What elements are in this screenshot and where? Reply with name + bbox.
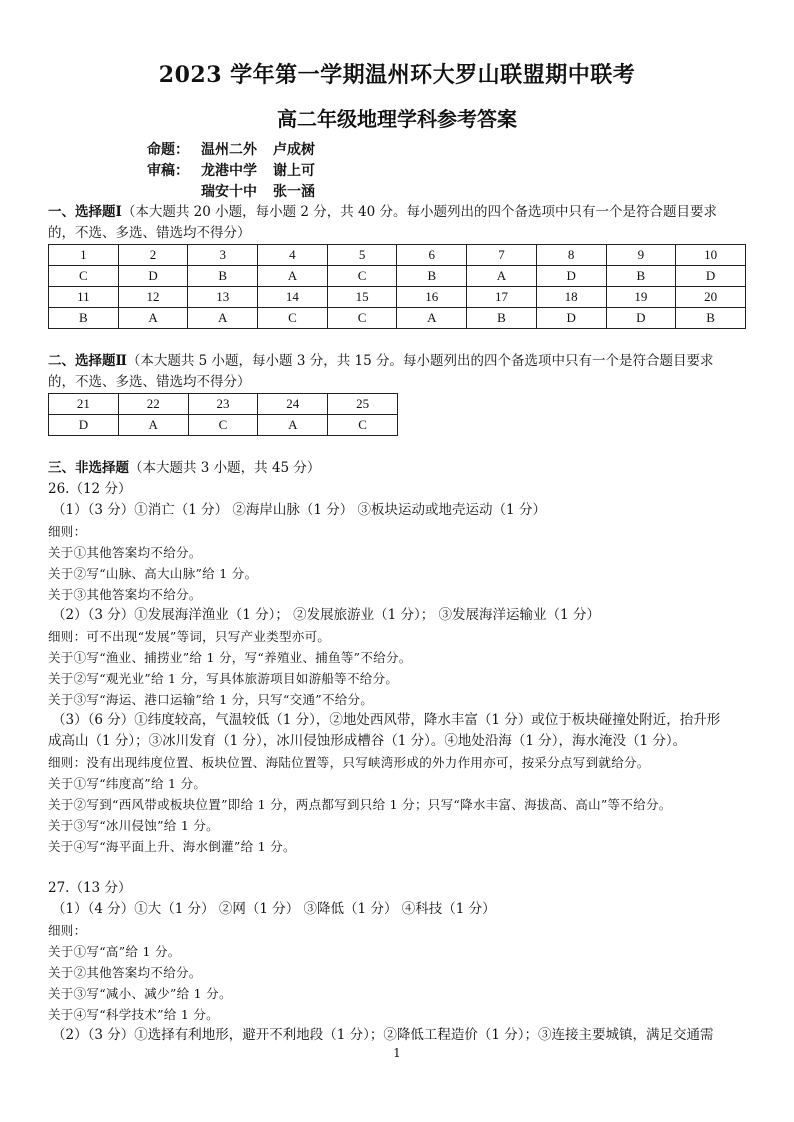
section2-desc: （本大题共 5 小题，每小题 3 分，共 15 分。每小题列出的四个备选项中只有一个是符合题目要求 (126, 353, 714, 369)
grading-note-line: 关于③写“减小、减少”给 1 分。 (48, 986, 232, 1001)
table-cell: 16 (397, 287, 467, 308)
table-cell: B (676, 308, 746, 329)
table-cell: 4 (258, 245, 328, 266)
grading-note-line: 关于③写“冰川侵蚀”给 1 分。 (48, 818, 219, 833)
grading-note-line: 关于①其他答案均不给分。 (48, 545, 202, 560)
section2-heading: 二、选择题Ⅱ (48, 353, 127, 369)
table-cell: B (606, 266, 676, 287)
table-cell: A (397, 308, 467, 329)
table-cell: D (536, 308, 606, 329)
table-row (49, 394, 398, 415)
table-cell: B (397, 266, 467, 287)
answer-line: （2）（3 分）①发展海洋渔业（1 分）； ②发展旅游业（1 分）； ③发展海洋运输业（1 分） (52, 607, 600, 623)
table-cell: D (606, 308, 676, 329)
table-cell: 11 (49, 287, 119, 308)
table-cell: 25 (328, 394, 398, 415)
grading-note-line: 细则：可不出现“发展”等词，只写产业类型亦可。 (48, 629, 331, 644)
grading-note-line: 关于④写“科学技术”给 1 分。 (48, 1007, 219, 1022)
table-cell: A (258, 415, 328, 436)
table-cell: 15 (327, 287, 397, 308)
answer-body (48, 458, 748, 1046)
table-cell: B (467, 308, 537, 329)
table-cell: 19 (606, 287, 676, 308)
grading-note-line: 关于②其他答案均不给分。 (48, 965, 202, 980)
answer-table-1 (48, 244, 746, 329)
table-cell: 8 (536, 245, 606, 266)
section2-header (48, 351, 748, 393)
section3-desc: （本大题共 3 小题，共 45 分） (129, 460, 321, 476)
table-cell: 6 (397, 245, 467, 266)
grading-note-line: 关于①写“渔业、捕捞业”给 1 分，写“养殖业、捕鱼等”不给分。 (48, 650, 412, 665)
table-cell: 7 (467, 245, 537, 266)
table-cell: 20 (676, 287, 746, 308)
section1-desc-cont: 的，不选、多选、错选均不得分） (48, 225, 251, 241)
table-cell: 24 (258, 394, 328, 415)
credit-label: 命题： (147, 142, 189, 158)
table-cell: 17 (467, 287, 537, 308)
table-row (49, 245, 746, 266)
table-cell: C (258, 308, 328, 329)
table-cell: D (118, 266, 188, 287)
grading-note-line: 细则： (48, 923, 87, 938)
credit-school: 瑞安十中 (201, 184, 257, 200)
table-cell: 14 (258, 287, 328, 308)
answer-table-2 (48, 393, 398, 436)
table-cell: 18 (536, 287, 606, 308)
table-cell: 9 (606, 245, 676, 266)
credit-row (147, 140, 315, 161)
grading-note-line: 关于②写“观光业”给 1 分，写具体旅游项目如游船等不给分。 (48, 671, 399, 686)
grading-note-line: 关于②写到“西风带或板块位置”即给 1 分，两点都写到只给 1 分；只写“降水丰富、海拔高、高山”等不给分。 (48, 797, 672, 812)
answer-line: 26.（12 分） (48, 481, 132, 497)
table-cell: 22 (118, 394, 188, 415)
credit-person: 卢成树 (273, 142, 315, 158)
grading-note-line: 关于④写“海平面上升、海水倒灌”给 1 分。 (48, 839, 296, 854)
table-row (49, 415, 398, 436)
credit-row (147, 161, 315, 182)
table-cell: A (118, 415, 188, 436)
grading-note-line: 细则：没有出现纬度位置、板块位置、海陆位置等，只写峡湾形成的外力作用亦可，按采分点写到就给分。 (48, 755, 650, 770)
credit-school: 温州二外 (201, 142, 257, 158)
answer-line: 27.（13 分） (48, 880, 132, 896)
answer-line (48, 857, 748, 878)
table-cell: C (327, 266, 397, 287)
table-cell: 21 (49, 394, 119, 415)
table-cell: C (49, 266, 119, 287)
table-cell: 13 (188, 287, 258, 308)
credit-school: 龙港中学 (201, 163, 257, 179)
grading-note-line: 关于①写“纬度高”给 1 分。 (48, 776, 207, 791)
table-cell: 12 (118, 287, 188, 308)
table-cell: B (49, 308, 119, 329)
credit-person: 谢上可 (273, 163, 315, 179)
grading-note-line: 细则： (48, 524, 87, 539)
section1-desc: （本大题共 20 小题，每小题 2 分，共 40 分。每小题列出的四个备选项中只有一个是符合题目要求 (121, 204, 718, 220)
section1-header (48, 202, 748, 244)
answer-line: （2）（3 分）①选择有利地形，避开不利地段（1 分）；②降低工程造价（1 分）；③连接主要城镇，满足交通需 (52, 1027, 714, 1043)
grading-note-line: 关于③写“海运、港口运输”给 1 分，只写“交通”不给分。 (48, 692, 374, 707)
credit-label: 审稿： (147, 163, 189, 179)
section3-heading: 三、非选择题 (48, 460, 129, 476)
table-cell: 10 (676, 245, 746, 266)
section2-desc-cont: 的，不选、多选、错选均不得分） (48, 374, 251, 390)
page-number: 1 (393, 1046, 401, 1060)
table-cell: A (188, 308, 258, 329)
table-cell: D (536, 266, 606, 287)
table-cell: B (188, 266, 258, 287)
grading-note-line: 关于②写“山脉、高大山脉”给 1 分。 (48, 566, 258, 581)
document-title: 2023 学年第一学期温州环大罗山联盟期中联考 (158, 62, 636, 88)
table-cell: D (49, 415, 119, 436)
answer-line: 成高山（1 分）；③冰川发育（1 分），冰川侵蚀形成槽谷（1 分）。④地处沿海（1 分），海水淹没（1 分）。 (48, 733, 687, 749)
table-row (49, 308, 746, 329)
table-row (49, 287, 746, 308)
grading-note-line: 关于①写“高”给 1 分。 (48, 944, 181, 959)
table-cell: C (327, 308, 397, 329)
table-cell: A (118, 308, 188, 329)
answer-line: （1）（3 分）①消亡（1 分） ②海岸山脉（1 分） ③板块运动或地壳运动（1 分） (52, 502, 546, 518)
table-cell: 3 (188, 245, 258, 266)
table-cell: 23 (188, 394, 258, 415)
table-cell: A (258, 266, 328, 287)
document-subtitle: 高二年级地理学科参考答案 (277, 107, 517, 131)
credit-row (147, 182, 315, 203)
grading-note-line: 关于③其他答案均不给分。 (48, 587, 202, 602)
table-cell: A (467, 266, 537, 287)
section1-heading: 一、选择题Ⅰ (48, 204, 122, 220)
table-cell: C (328, 415, 398, 436)
table-cell: C (188, 415, 258, 436)
table-cell: 1 (49, 245, 119, 266)
table-row (49, 266, 746, 287)
credit-person: 张一涵 (273, 184, 315, 200)
answer-line: （1）（4 分）①大（1 分） ②网（1 分） ③降低（1 分） ④科技（1 分） (52, 901, 496, 917)
table-cell: 2 (118, 245, 188, 266)
table-cell: 5 (327, 245, 397, 266)
credits-block (147, 140, 315, 203)
table-cell: D (676, 266, 746, 287)
answer-line: （3）（6 分）①纬度较高，气温较低（1 分），②地处西风带，降水丰富（1 分）或位于板块碰撞处附近，抬升形 (52, 712, 721, 728)
